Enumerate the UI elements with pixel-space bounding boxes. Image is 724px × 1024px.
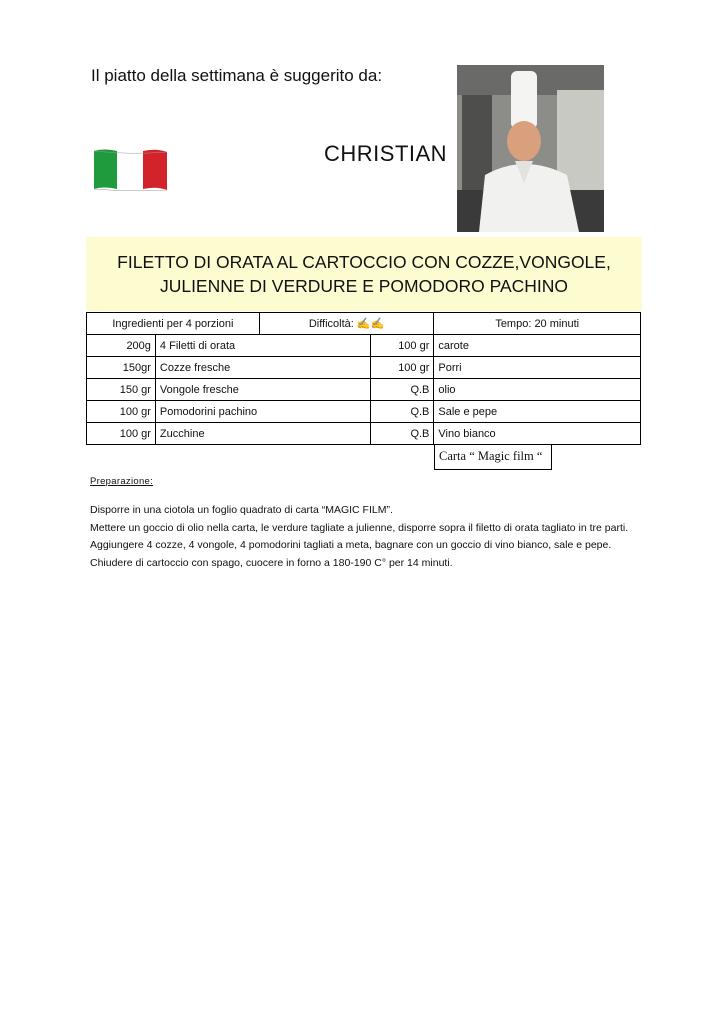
recipe-title: FILETTO DI ORATA AL CARTOCCIO CON COZZE,VONGOLE, JULIENNE DI VERDURE E POMODORO PACHINO (117, 252, 611, 296)
ingredients-header: Ingredienti per 4 porzioni (87, 313, 260, 335)
difficulty-header: Difficoltà: ✍✍ (259, 313, 434, 335)
preparation-text (90, 502, 638, 572)
table-row (87, 357, 641, 379)
ingredient-cell: Vongole fresche (155, 379, 370, 401)
ingredients-table (86, 312, 641, 445)
ingredient-cell: Sale e pepe (434, 401, 641, 423)
ingredient-cell: Pomodorini pachino (155, 401, 370, 423)
ingredient-cell: Zucchine (155, 423, 370, 445)
ingredient-cell: Vino bianco (434, 423, 641, 445)
chef-name: CHRISTIAN (324, 141, 448, 166)
ingredient-cell: olio (434, 379, 641, 401)
table-header-row (87, 313, 641, 335)
table-row (87, 335, 641, 357)
magic-film-note: Carta “ Magic film “ (434, 444, 552, 470)
preparation-line: Mettere un goccio di olio nella carta, le verdure tagliate a julienne, disporre sopra il filetto di orata tagliato in tre parti. (90, 521, 629, 534)
ingredient-cell: Cozze fresche (155, 357, 370, 379)
time-header: Tempo: 20 minuti (434, 313, 641, 335)
preparation-line: Chiudere di cartoccio con spago, cuocere in forno a 180-190 C° per 14 minuti. (90, 556, 453, 569)
intro-text: Il piatto della settimana è suggerito da: (91, 66, 383, 85)
quantity-cell: 200g (87, 335, 156, 357)
chef-photo (457, 65, 604, 232)
quantity-cell: 100 gr (370, 335, 434, 357)
preparation-line: Disporre in una ciotola un foglio quadrato di carta “MAGIC FILM”. (90, 504, 393, 516)
quantity-cell: 100 gr (87, 401, 156, 423)
quantity-cell: 100 gr (370, 357, 434, 379)
ingredient-cell: 4 Filetti di orata (155, 335, 370, 357)
quantity-cell: Q.B (370, 379, 434, 401)
quantity-cell: Q.B (370, 401, 434, 423)
quantity-cell: Q.B (370, 423, 434, 445)
quantity-cell: 150 gr (87, 379, 156, 401)
preparation-line: Aggiungere 4 cozze, 4 vongole, 4 pomodorini tagliati a meta, bagnare con un goccio di vino bianco, sale e pepe. (90, 539, 612, 551)
preparation-heading: Preparazione: (90, 476, 154, 487)
table-row (87, 423, 641, 445)
ingredient-cell: Porri (434, 357, 641, 379)
table-row (87, 379, 641, 401)
ingredient-cell: carote (434, 335, 641, 357)
table-row (87, 401, 641, 423)
quantity-cell: 150gr (87, 357, 156, 379)
italian-flag-icon (90, 143, 170, 193)
quantity-cell: 100 gr (87, 423, 156, 445)
recipe-title-banner (86, 237, 642, 311)
